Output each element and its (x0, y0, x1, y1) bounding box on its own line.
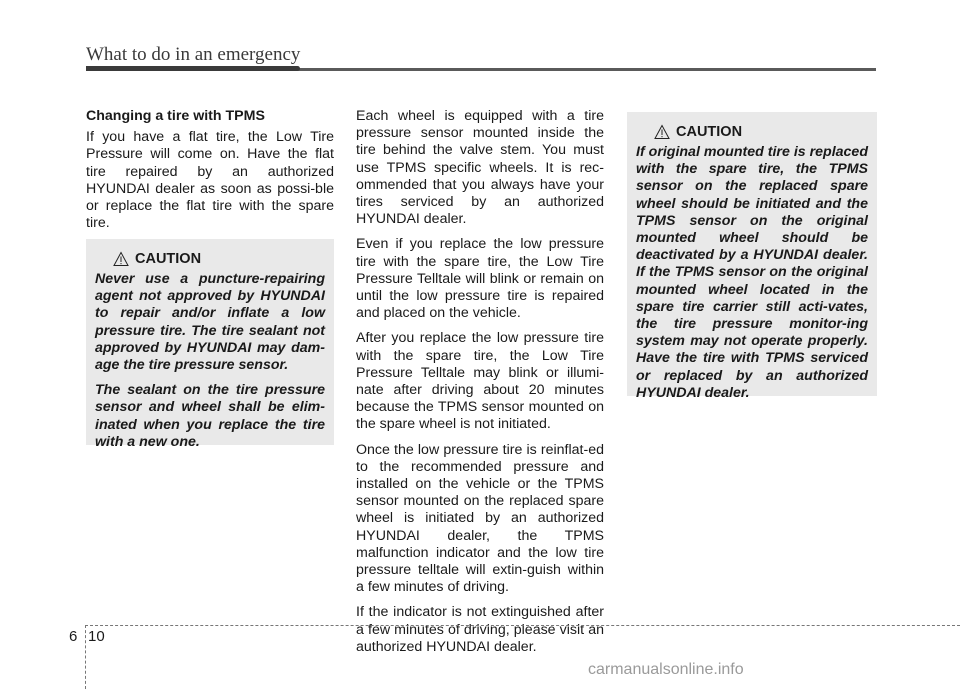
caution-header (113, 249, 325, 269)
left-column (86, 108, 334, 240)
caution-body (95, 271, 325, 451)
warning-triangle-icon (113, 251, 129, 267)
caution-body (636, 144, 868, 402)
subsection-heading: Changing a tire with TPMS (86, 108, 265, 124)
header-rule-accent (86, 66, 300, 71)
footer-rule (85, 625, 960, 626)
body-paragraph: If the indicator is not extinguished after a few minutes of driving, please visit an authorized HYUNDAI dealer. (356, 604, 604, 655)
body-paragraph: After you replace the low pressure tire with the spare tire, the Low Tire Pressure Telltale may blink or illumi-nate after driving about 20 minutes because the TPMS sensor mounted on the spare wheel is not initiated. (356, 330, 604, 433)
caution-paragraph: Never use a puncture-repairing agent not approved by HYUNDAI to repair and/or inflate a low pressure tire. The tire sealant not approved by HYUNDAI may dam-age the tire pressure sensor. (95, 271, 325, 374)
caution-paragraph: The sealant on the tire pressure sensor and wheel shall be elim-inated when you replace the tire with a new one. (95, 382, 325, 450)
middle-column (356, 108, 604, 664)
caution-box (86, 239, 334, 450)
warning-triangle-icon (654, 124, 670, 140)
body-paragraph: Even if you replace the low pressure tire with the spare tire, the Low Tire Pressure Telltale will blink or remain on until the low pressure tire is repaired and placed on the vehicle. (356, 236, 604, 322)
body-paragraph: Once the low pressure tire is reinflat-ed to the recommended pressure and installed on the vehicle or the TPMS sensor mounted on the replaced spare wheel is initiated by an authorized HYUNDAI dealer, the TPMS malfunction indicator and the low tire pressure telltale will extin-guish within a few minutes of driving. (356, 441, 604, 596)
caution-box (627, 112, 877, 401)
body-paragraph: Each wheel is equipped with a tire pressure sensor mounted inside the tire behind the valve stem. You must use TPMS specific wheels. It is rec-ommended that you always have your tires serviced by an authorized HYUNDAI dealer. (356, 108, 604, 228)
caution-label: CAUTION (676, 124, 743, 140)
footer-divider (85, 625, 86, 689)
watermark: carmanualsonline.info (588, 661, 744, 678)
page-number: 10 (88, 628, 105, 645)
caution-label: CAUTION (135, 251, 202, 267)
chapter-number: 6 (69, 628, 78, 645)
caution-header (654, 122, 868, 142)
section-title: What to do in an emergency (86, 44, 301, 65)
body-paragraph: If you have a flat tire, the Low Tire Pressure will come on. Have the flat tire repaired by an authorized HYUNDAI dealer as soon as possi-ble or replace the flat tire with the spare tire. (86, 129, 334, 232)
caution-paragraph: If original mounted tire is replaced with the spare tire, the TPMS sensor on the replaced spare wheel should be initiated and the TPMS sensor on the original mounted wheel should be deactivated by a HYUNDAI dealer. If the TPMS sensor on the original mounted wheel located in the spare tire carrier still acti-vates, the tire pressure monitor-ing system may not operate properly. Have the tire with TPMS serviced or replaced by an authorized HYUNDAI dealer. (636, 144, 868, 401)
